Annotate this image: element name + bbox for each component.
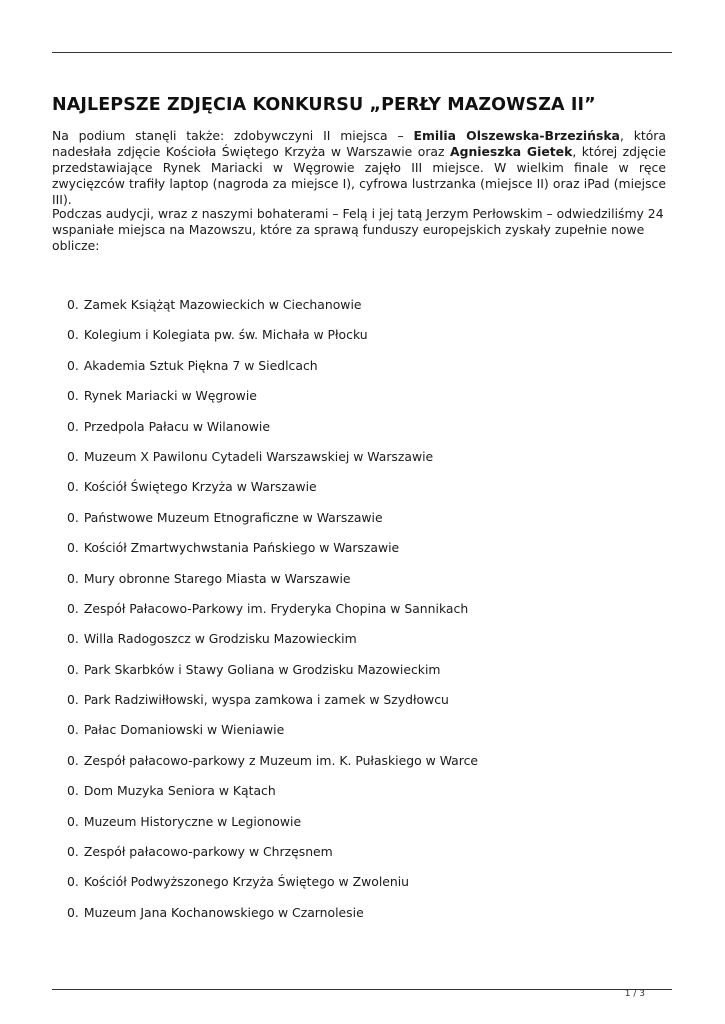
list-item-number: 0. bbox=[67, 418, 79, 434]
list-item bbox=[67, 692, 478, 722]
page-number: 1 / 3 bbox=[624, 989, 645, 999]
intro-text-3: , której zdjęcie przedstawiające Rynek Mariacki w Węgrowie zajęło III miejsce. W wielkim finale w ręce zwycięzców trafiły laptop (nagroda za miejsce I), cyfrowa lustrzanka (miejsce II) oraz iPad (miejsce III). bbox=[52, 144, 666, 207]
list-item-number: 0. bbox=[67, 357, 79, 373]
list-item-text: Muzeum Historyczne w Legionowie bbox=[83, 813, 302, 829]
list-item-text: Państwowe Muzeum Etnograficzne w Warszawie bbox=[83, 509, 383, 525]
list-item-text: Zamek Książąt Mazowieckich w Ciechanowie bbox=[83, 297, 362, 312]
list-item-text: Akademia Sztuk Piękna 7 w Siedlcach bbox=[83, 357, 318, 373]
list-item-number: 0. bbox=[67, 813, 79, 829]
list-item-text: Muzeum Jana Kochanowskiego w Czarnolesie bbox=[83, 904, 364, 920]
winner-name-third: Agnieszka Gietek bbox=[449, 144, 573, 159]
list-item-text: Kościół Zmartwychwstania Pańskiego w Warszawie bbox=[83, 540, 400, 556]
list-item-number: 0. bbox=[67, 844, 79, 860]
list-item-number: 0. bbox=[67, 327, 79, 343]
list-item-text: Zespół Pałacowo-Parkowy im. Fryderyka Chopina w Sannikach bbox=[83, 600, 469, 616]
list-item bbox=[67, 540, 478, 570]
list-item-text: Pałac Domaniowski w Wieniawie bbox=[83, 722, 285, 738]
list-item bbox=[67, 722, 478, 752]
list-item-number: 0. bbox=[67, 631, 79, 647]
intro-text-1: Na podium stanęli także: zdobywczyni II miejsca – bbox=[52, 128, 414, 143]
list-item-text: Kościół Podwyższonego Krzyża Świętego w Zwoleniu bbox=[83, 874, 410, 890]
list-item-text: Dom Muzyka Seniora w Kątach bbox=[83, 783, 276, 799]
list-item bbox=[67, 753, 478, 783]
list-item bbox=[67, 783, 478, 813]
list-item-text: Zespół pałacowo-parkowy w Chrzęsnem bbox=[83, 844, 333, 860]
list-item-number: 0. bbox=[67, 783, 79, 799]
list-item bbox=[67, 601, 478, 631]
list-item-number: 0. bbox=[67, 904, 79, 920]
list-item-number: 0. bbox=[67, 479, 79, 495]
list-item-text: Przedpola Pałacu w Wilanowie bbox=[83, 418, 270, 434]
list-item-number: 0. bbox=[67, 540, 79, 556]
list-item-text: Kolegium i Kolegiata pw. św. Michała w Płocku bbox=[83, 327, 368, 343]
list-item-number: 0. bbox=[67, 722, 79, 738]
list-item-number: 0. bbox=[67, 874, 79, 890]
list-item-number: 0. bbox=[67, 752, 79, 768]
list-item bbox=[67, 571, 478, 601]
list-item bbox=[67, 449, 478, 479]
list-item bbox=[67, 905, 478, 935]
list-item-number: 0. bbox=[67, 661, 79, 677]
list-item-text: Park Skarbków i Stawy Goliana w Grodzisku Mazowieckim bbox=[83, 661, 441, 677]
list-item bbox=[67, 327, 478, 357]
list-item-number: 0. bbox=[67, 692, 79, 708]
list-item-number: 0. bbox=[67, 600, 79, 616]
list-item bbox=[67, 479, 478, 509]
list-item-text: Park Radziwiłłowski, wyspa zamkowa i zamek w Szydłowcu bbox=[83, 692, 449, 708]
list-item bbox=[67, 358, 478, 388]
intro-paragraph bbox=[52, 128, 666, 208]
list-item-text: Rynek Mariacki w Węgrowie bbox=[83, 388, 257, 404]
list-item bbox=[67, 874, 478, 904]
list-item-number: 0. bbox=[67, 297, 79, 312]
list-item bbox=[67, 297, 478, 327]
places-list bbox=[67, 297, 478, 935]
page-title: NAJLEPSZE ZDJĘCIA KONKURSU „PERŁY MAZOWSZA II” bbox=[52, 95, 596, 115]
list-item-text: Muzeum X Pawilonu Cytadeli Warszawskiej w Warszawie bbox=[83, 448, 434, 464]
list-item-number: 0. bbox=[67, 570, 79, 586]
list-item bbox=[67, 631, 478, 661]
intro-text-2: , która nadesłała zdjęcie Kościoła Świętego Krzyża w Warszawie oraz bbox=[52, 128, 666, 159]
list-item-text: Mury obronne Starego Miasta w Warszawie bbox=[83, 570, 351, 586]
winner-name-second: Emilia Olszewska-Brzezińska bbox=[413, 128, 620, 143]
list-item bbox=[67, 388, 478, 418]
list-item bbox=[67, 510, 478, 540]
list-item bbox=[67, 814, 478, 844]
list-item-text: Kościół Świętego Krzyża w Warszawie bbox=[83, 479, 317, 495]
footer-rule bbox=[52, 989, 672, 990]
audition-paragraph: Podczas audycji, wraz z naszymi bohaterami – Felą i jej tatą Jerzym Perłowskim – odwiedziliśmy 24 wspaniałe miejsca na Mazowszu, które za sprawą funduszy europejskich zyskały zupełnie nowe oblicze: bbox=[52, 206, 664, 253]
list-item bbox=[67, 662, 478, 692]
list-item bbox=[67, 419, 478, 449]
list-item-text: Zespół pałacowo-parkowy z Muzeum im. K. Pułaskiego w Warce bbox=[83, 752, 479, 768]
list-item-number: 0. bbox=[67, 388, 79, 404]
header-rule bbox=[52, 52, 672, 53]
list-item-text: Willa Radogoszcz w Grodzisku Mazowieckim bbox=[83, 631, 357, 647]
list-item bbox=[67, 844, 478, 874]
list-item-number: 0. bbox=[67, 509, 79, 525]
list-item-number: 0. bbox=[67, 448, 79, 464]
